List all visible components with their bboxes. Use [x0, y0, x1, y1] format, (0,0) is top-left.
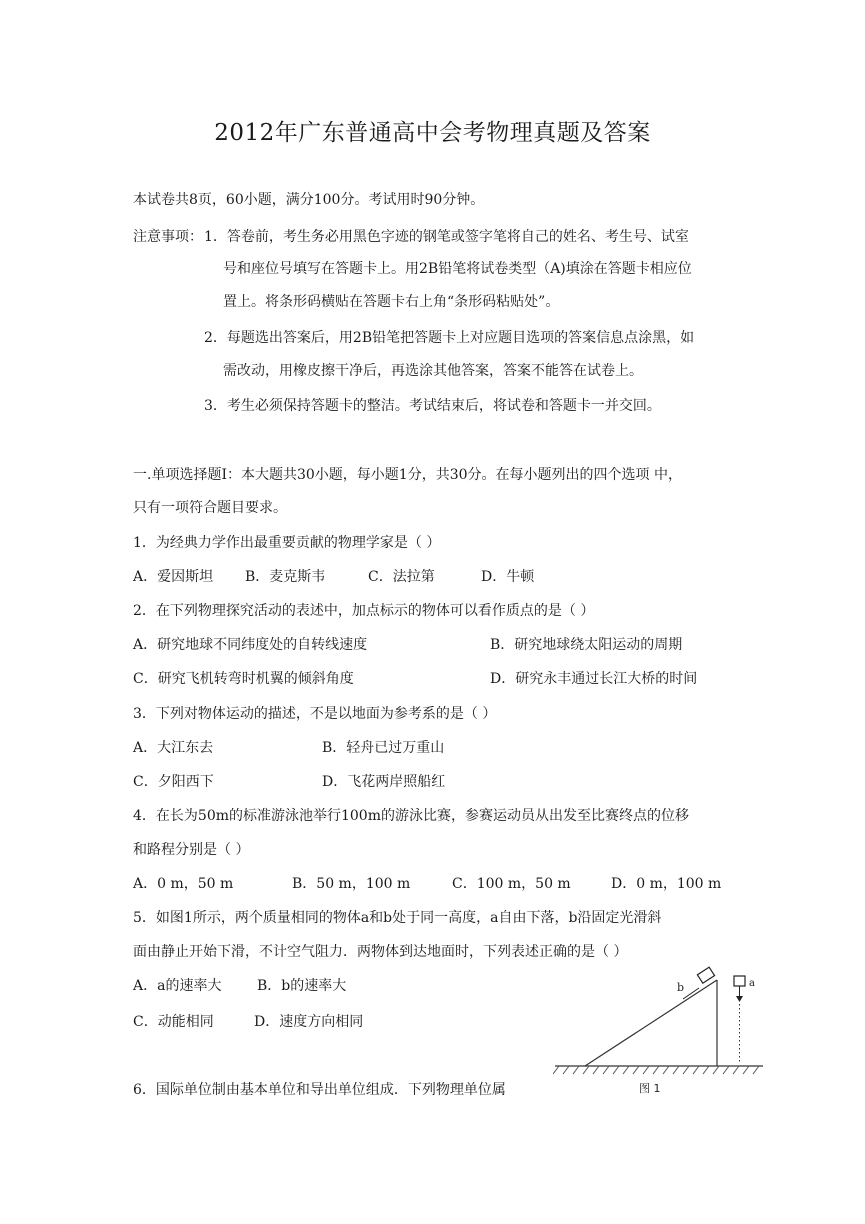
question-4-stem-line-1: 4．在长为50m的标准游泳池举行100m的游泳比赛，参赛运动员从出发至比赛终点的位移: [133, 808, 689, 824]
question-4-option-d: D．0 m，100 m: [611, 876, 722, 892]
question-2-stem: 2．在下列物理探究活动的表述中，加点标示的物体可以看作质点的是（ ）: [133, 603, 595, 619]
figure-caption: 图 1: [639, 1082, 661, 1095]
label-b: b: [677, 981, 685, 994]
note-3-line-1: 3．考生必须保持答题卡的整洁。考试结束后，将试卷和答题卡一并交回。: [204, 398, 661, 414]
question-2-option-d: D．研究永丰通过长江大桥的时间: [490, 671, 698, 687]
figure-1-incline-diagram: [553, 966, 765, 1104]
ground-hatching: [553, 1066, 759, 1074]
question-3-option-a: A．大江东去: [133, 740, 214, 756]
question-3-option-d: D．飞花两岸照船红: [322, 774, 446, 790]
notes-label: 注意事项：: [133, 229, 203, 245]
question-2-option-c: C．研究飞机转弯时机翼的倾斜角度: [133, 671, 354, 687]
section-heading-line-2: 只有一项符合题目要求。: [133, 500, 287, 516]
question-2-option-a: A．研究地球不同纬度处的自转线速度: [133, 637, 368, 653]
question-1-stem: 1．为经典力学作出最重要贡献的物理学家是（ ）: [133, 535, 441, 551]
block-b: [697, 967, 714, 983]
question-1-option-c: C．法拉第: [368, 569, 435, 585]
note-1-line-1: 1．答卷前，考生务必用黑色字迹的钢笔或签字笔将自己的姓名、考生号、试室: [204, 229, 689, 245]
question-5-option-d: D．速度方向相同: [254, 1014, 364, 1030]
incline-surface: [585, 980, 717, 1066]
question-5-option-a: A．a的速率大: [133, 978, 222, 994]
question-5-option-b: B．b的速率大: [257, 978, 347, 994]
note-2-line-1: 2．每题选出答案后，用2B铅笔把答题卡上对应题目选项的答案信息点涂黑，如: [204, 330, 695, 346]
block-a-arrowhead: [736, 996, 743, 1002]
question-4-stem-line-2: 和路程分别是（ ）: [133, 842, 250, 858]
question-4-option-b: B．50 m，100 m: [292, 876, 411, 892]
question-1-option-b: B．麦克斯韦: [245, 569, 326, 585]
question-6-stem: 6．国际单位制由基本单位和导出单位组成．下列物理单位属: [133, 1082, 506, 1098]
note-1-line-2: 号和座位号填写在答题卡上。用2B铅笔将试卷类型（A)填涂在答题卡相应位: [223, 261, 692, 277]
label-a: a: [749, 978, 755, 989]
question-5-stem-line-2: 面由静止开始下滑，不计空气阻力．两物体到达地面时，下列表述正确的是（ ）: [133, 944, 628, 960]
question-3-option-c: C．夕阳西下: [133, 774, 214, 790]
section-heading-line-1: 一.单项选择题Ⅰ：本大题共30小题，每小题1分，共30分。在每小题列出的四个选项 中，: [133, 467, 682, 483]
question-4-option-c: C．100 m，50 m: [452, 876, 571, 892]
intro-text: 本试卷共8页，60小题，满分100分。考试用时90分钟。: [133, 192, 485, 208]
question-1-option-a: A．爱因斯坦: [133, 569, 214, 585]
note-2-line-2: 需改动，用橡皮擦干净后，再选涂其他答案，答案不能答在试卷上。: [223, 363, 643, 379]
question-1-option-d: D．牛顿: [481, 569, 535, 585]
question-2-option-b: B．研究地球绕太阳运动的周期: [490, 637, 683, 653]
note-1-line-3: 置上。将条形码横贴在答题卡右上角“条形码粘贴处”。: [223, 294, 560, 310]
block-a: [734, 976, 745, 986]
question-4-option-a: A．0 m，50 m: [133, 876, 234, 892]
page-title: 2012年广东普通高中会考物理真题及答案: [214, 120, 651, 146]
question-3-stem: 3．下列对物体运动的描述，不是以地面为参考系的是（ ）: [133, 706, 497, 722]
question-5-option-c: C．动能相同: [133, 1014, 214, 1030]
question-5-stem-line-1: 5．如图1所示，两个质量相同的物体a和b处于同一高度，a自由下落，b沿固定光滑斜: [133, 910, 662, 926]
question-3-option-b: B．轻舟已过万重山: [322, 740, 445, 756]
